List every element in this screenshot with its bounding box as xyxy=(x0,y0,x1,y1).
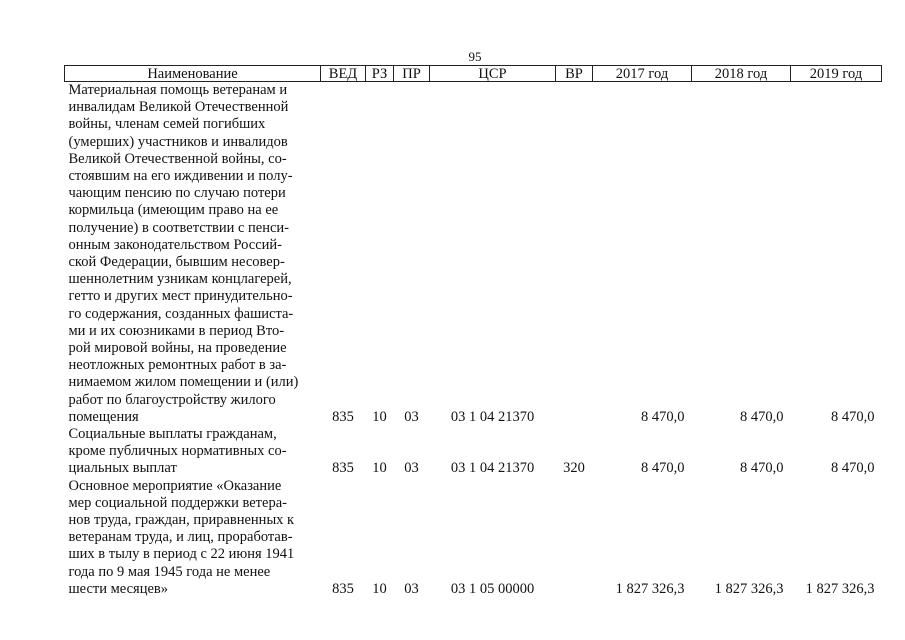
column-header-2017: 2017 год xyxy=(593,66,692,82)
cell-name xyxy=(65,478,321,598)
cell-name-line: ми и их союзниками в период Вто- xyxy=(68,322,285,339)
cell-csr: 03 1 04 21370 xyxy=(450,408,535,425)
cell-2018: 8 470,0 xyxy=(740,408,784,425)
table-row xyxy=(65,426,882,478)
cell-pr: 03 xyxy=(404,408,419,425)
cell-name-line: ших в тылу в период с 22 июня 1941 xyxy=(68,546,295,563)
cell-name-line: кормильца (имеющим право на ее xyxy=(68,202,279,219)
cell-name-line: Материальная помощь ветеранам и xyxy=(68,82,288,98)
cell-2017: 8 470,0 xyxy=(641,460,685,477)
cell-name-line: го содержания, созданных фашиста- xyxy=(68,305,294,322)
cell-pr: 03 xyxy=(404,580,419,597)
cell-name-line: нов труда, граждан, приравненных к xyxy=(68,512,295,529)
table-header-row xyxy=(65,66,882,82)
cell-rz: 10 xyxy=(372,408,387,425)
column-header-vr: ВР xyxy=(556,66,593,82)
column-header-ved: ВЕД xyxy=(321,66,366,82)
cell-2019: 8 470,0 xyxy=(831,408,875,425)
cell-name-line: нимаемом жилом помещении и (или) xyxy=(68,374,299,391)
cell-name-line: работ по благоустройству жилого xyxy=(68,391,276,408)
cell-name-line: мер социальной поддержки ветера- xyxy=(68,494,287,511)
cell-ved: 835 xyxy=(332,408,354,425)
cell-name-line: рой мировой войны, на проведение xyxy=(68,340,287,357)
cell-name-line: стоявшим на его иждивении и полу- xyxy=(68,168,293,185)
table-row xyxy=(65,82,882,427)
cell-name-line: войны, членам семей погибших xyxy=(68,116,266,133)
cell-name-line: кроме публичных нормативных со- xyxy=(68,443,287,460)
cell-csr: 03 1 05 00000 xyxy=(450,580,535,597)
cell-vr: 320 xyxy=(563,460,585,477)
column-header-rz: РЗ xyxy=(366,66,394,82)
cell-name-line: ветеранам труда, и лиц, проработав- xyxy=(68,529,293,546)
cell-name-line: получение) в соответствии с пенси- xyxy=(68,219,290,236)
cell-name-line: инвалидам Великой Отечественной xyxy=(68,99,289,116)
cell-name xyxy=(65,82,321,427)
cell-vr xyxy=(556,82,593,427)
cell-name-line: онным законодательством Россий- xyxy=(68,236,283,253)
cell-name-line: (умерших) участников и инвалидов xyxy=(68,133,288,150)
column-header-name: Наименование xyxy=(65,66,321,82)
page-number: 95 xyxy=(468,49,482,64)
cell-2019: 1 827 326,3 xyxy=(805,580,875,597)
cell-rz: 10 xyxy=(372,580,387,597)
cell-name-line: шеннолетним узникам концлагерей, xyxy=(68,271,292,288)
cell-pr: 03 xyxy=(404,460,419,477)
column-header-pr: ПР xyxy=(394,66,430,82)
cell-name-line: Социальные выплаты гражданам, xyxy=(68,426,277,443)
column-header-2018: 2018 год xyxy=(692,66,791,82)
table-body xyxy=(65,82,882,599)
cell-vr xyxy=(556,478,593,598)
cell-name-line: чающим пенсию по случаю потери xyxy=(68,185,286,202)
cell-name-line: помещения xyxy=(68,408,139,425)
cell-name-line: неотложных ремонтных работ в за- xyxy=(68,357,287,374)
column-header-csr: ЦСР xyxy=(430,66,556,82)
cell-ved: 835 xyxy=(332,460,354,477)
budget-table xyxy=(64,65,882,598)
cell-name-line: ской Федерации, бывшим несовер- xyxy=(68,254,285,271)
cell-2018: 1 827 326,3 xyxy=(714,580,784,597)
column-header-2019: 2019 год xyxy=(791,66,882,82)
cell-name-line: циальных выплат xyxy=(68,460,177,477)
cell-name-line: гетто и других мест принудительно- xyxy=(68,288,293,305)
cell-2019: 8 470,0 xyxy=(831,460,875,477)
cell-name-line: шести месяцев» xyxy=(68,580,168,597)
cell-rz: 10 xyxy=(372,460,387,477)
table-row xyxy=(65,478,882,598)
cell-2017: 8 470,0 xyxy=(641,408,685,425)
cell-ved: 835 xyxy=(332,580,354,597)
cell-2017: 1 827 326,3 xyxy=(615,580,685,597)
cell-csr: 03 1 04 21370 xyxy=(450,460,535,477)
cell-name-line: Основное мероприятие «Оказание xyxy=(68,477,282,494)
cell-2018: 8 470,0 xyxy=(740,460,784,477)
cell-name xyxy=(65,426,321,478)
cell-name-line: Великой Отечественной войны, со- xyxy=(68,150,287,167)
cell-name-line: года по 9 мая 1945 года не менее xyxy=(68,563,271,580)
